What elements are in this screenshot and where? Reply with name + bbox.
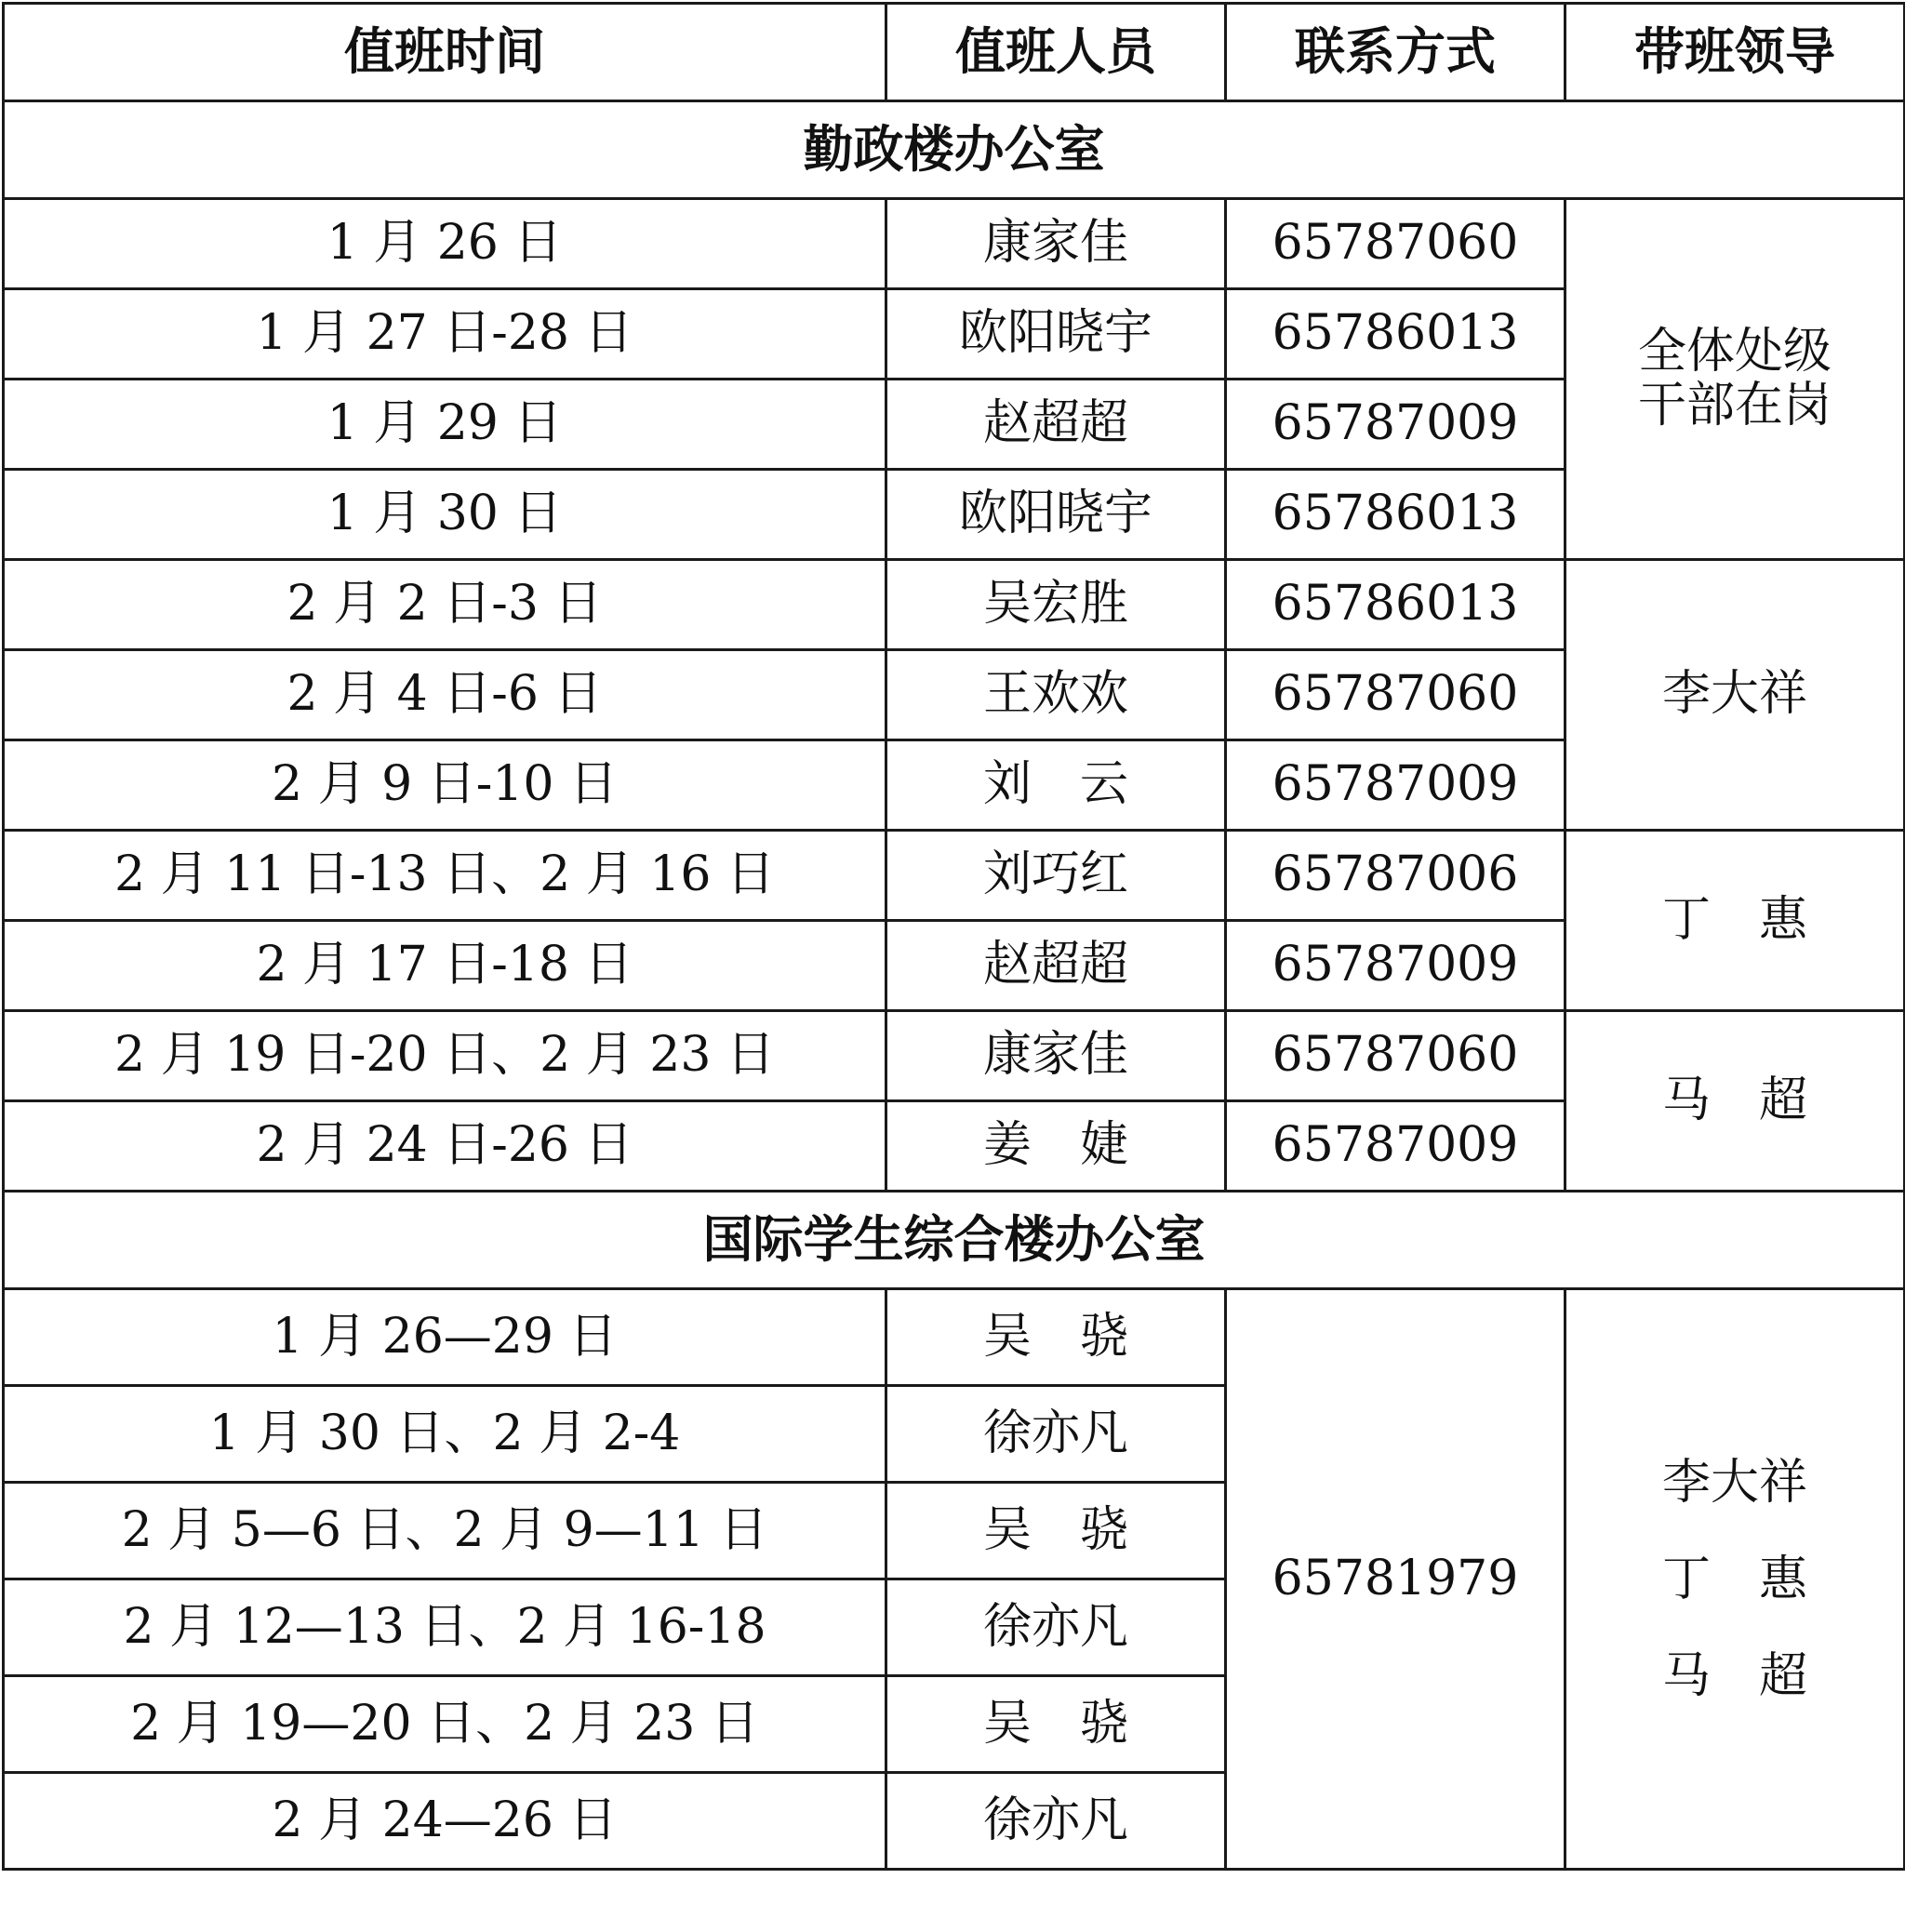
duty-time-cell: 2 月 9 日-10 日: [4, 740, 886, 831]
duty-phone-cell: 65787009: [1226, 921, 1565, 1011]
header-time: 值班时间: [4, 4, 886, 101]
table-row: [4, 1289, 1905, 1386]
table-header-row: [4, 4, 1905, 101]
duty-time-cell: 2 月 2 日-3 日: [4, 560, 886, 650]
duty-staff-cell: 赵超超: [886, 921, 1226, 1011]
duty-time-cell: 2 月 11 日-13 日、2 月 16 日: [4, 831, 886, 921]
duty-staff-cell: 欧阳晓宇: [886, 470, 1226, 560]
leader-name: 马 超: [1661, 1647, 1807, 1704]
duty-phone-cell: 65781979: [1226, 1289, 1565, 1870]
duty-phone-cell: 65787060: [1226, 650, 1565, 740]
duty-phone-cell: 65786013: [1226, 470, 1565, 560]
duty-phone-cell: 65787006: [1226, 831, 1565, 921]
section-title-row: [4, 1192, 1905, 1289]
table-row: [4, 1011, 1905, 1101]
duty-phone-cell: 65787009: [1226, 380, 1565, 470]
duty-staff-cell: 欧阳晓宇: [886, 289, 1226, 380]
duty-staff-cell: 吴 骁: [886, 1483, 1226, 1579]
duty-staff-cell: 康家佳: [886, 1011, 1226, 1101]
duty-time-cell: 2 月 19 日-20 日、2 月 23 日: [4, 1011, 886, 1101]
header-staff: 值班人员: [886, 4, 1226, 101]
section-title-row: [4, 101, 1905, 199]
duty-time-cell: 1 月 26—29 日: [4, 1289, 886, 1386]
duty-time-cell: 2 月 5—6 日、2 月 9—11 日: [4, 1483, 886, 1579]
duty-staff-cell: 徐亦凡: [886, 1386, 1226, 1483]
duty-staff-cell: 康家佳: [886, 199, 1226, 289]
section-title-qinzheng: 勤政楼办公室: [4, 101, 1905, 199]
duty-schedule-table: [2, 2, 1905, 1871]
table-row: [4, 199, 1905, 289]
duty-phone-cell: 65787009: [1226, 1101, 1565, 1192]
duty-time-cell: 2 月 19—20 日、2 月 23 日: [4, 1676, 886, 1773]
duty-staff-cell: 吴 骁: [886, 1289, 1226, 1386]
duty-phone-cell: 65786013: [1226, 560, 1565, 650]
duty-time-cell: 2 月 24 日-26 日: [4, 1101, 886, 1192]
duty-time-cell: 2 月 4 日-6 日: [4, 650, 886, 740]
duty-time-cell: 1 月 30 日、2 月 2-4: [4, 1386, 886, 1483]
duty-time-cell: 2 月 24—26 日: [4, 1773, 886, 1870]
leader-name: 李大祥: [1661, 1454, 1807, 1511]
duty-time-cell: 1 月 29 日: [4, 380, 886, 470]
duty-staff-cell: 王欢欢: [886, 650, 1226, 740]
duty-time-cell: 2 月 17 日-18 日: [4, 921, 886, 1011]
duty-leader-cell: 马 超: [1565, 1011, 1905, 1192]
duty-time-cell: 1 月 27 日-28 日: [4, 289, 886, 380]
table-row: [4, 560, 1905, 650]
duty-time-cell: 2 月 12—13 日、2 月 16-18: [4, 1579, 886, 1676]
duty-leader-cell: [1565, 199, 1905, 560]
duty-staff-cell: 刘 云: [886, 740, 1226, 831]
leader-name: 丁 惠: [1661, 1551, 1807, 1607]
duty-staff-cell: 刘巧红: [886, 831, 1226, 921]
duty-staff-cell: 赵超超: [886, 380, 1226, 470]
duty-phone-cell: 65787060: [1226, 1011, 1565, 1101]
duty-phone-cell: 65787060: [1226, 199, 1565, 289]
duty-time-cell: 1 月 30 日: [4, 470, 886, 560]
duty-leader-cell: 李大祥: [1565, 560, 1905, 831]
duty-staff-cell: 吴 骁: [886, 1676, 1226, 1773]
duty-time-cell: 1 月 26 日: [4, 199, 886, 289]
leader-line-1: 全体处级: [1637, 324, 1832, 380]
duty-staff-cell: 吴宏胜: [886, 560, 1226, 650]
duty-staff-cell: 徐亦凡: [886, 1773, 1226, 1870]
duty-phone-cell: 65786013: [1226, 289, 1565, 380]
duty-staff-cell: 徐亦凡: [886, 1579, 1226, 1676]
duty-staff-cell: 姜 婕: [886, 1101, 1226, 1192]
table-row: [4, 831, 1905, 921]
header-leader: 带班领导: [1565, 4, 1905, 101]
duty-phone-cell: 65787009: [1226, 740, 1565, 831]
duty-leader-cell: 丁 惠: [1565, 831, 1905, 1011]
header-contact: 联系方式: [1226, 4, 1565, 101]
section-title-international: 国际学生综合楼办公室: [4, 1192, 1905, 1289]
leader-line-2: 干部在岗: [1637, 377, 1832, 433]
duty-leader-cell: [1565, 1289, 1905, 1870]
